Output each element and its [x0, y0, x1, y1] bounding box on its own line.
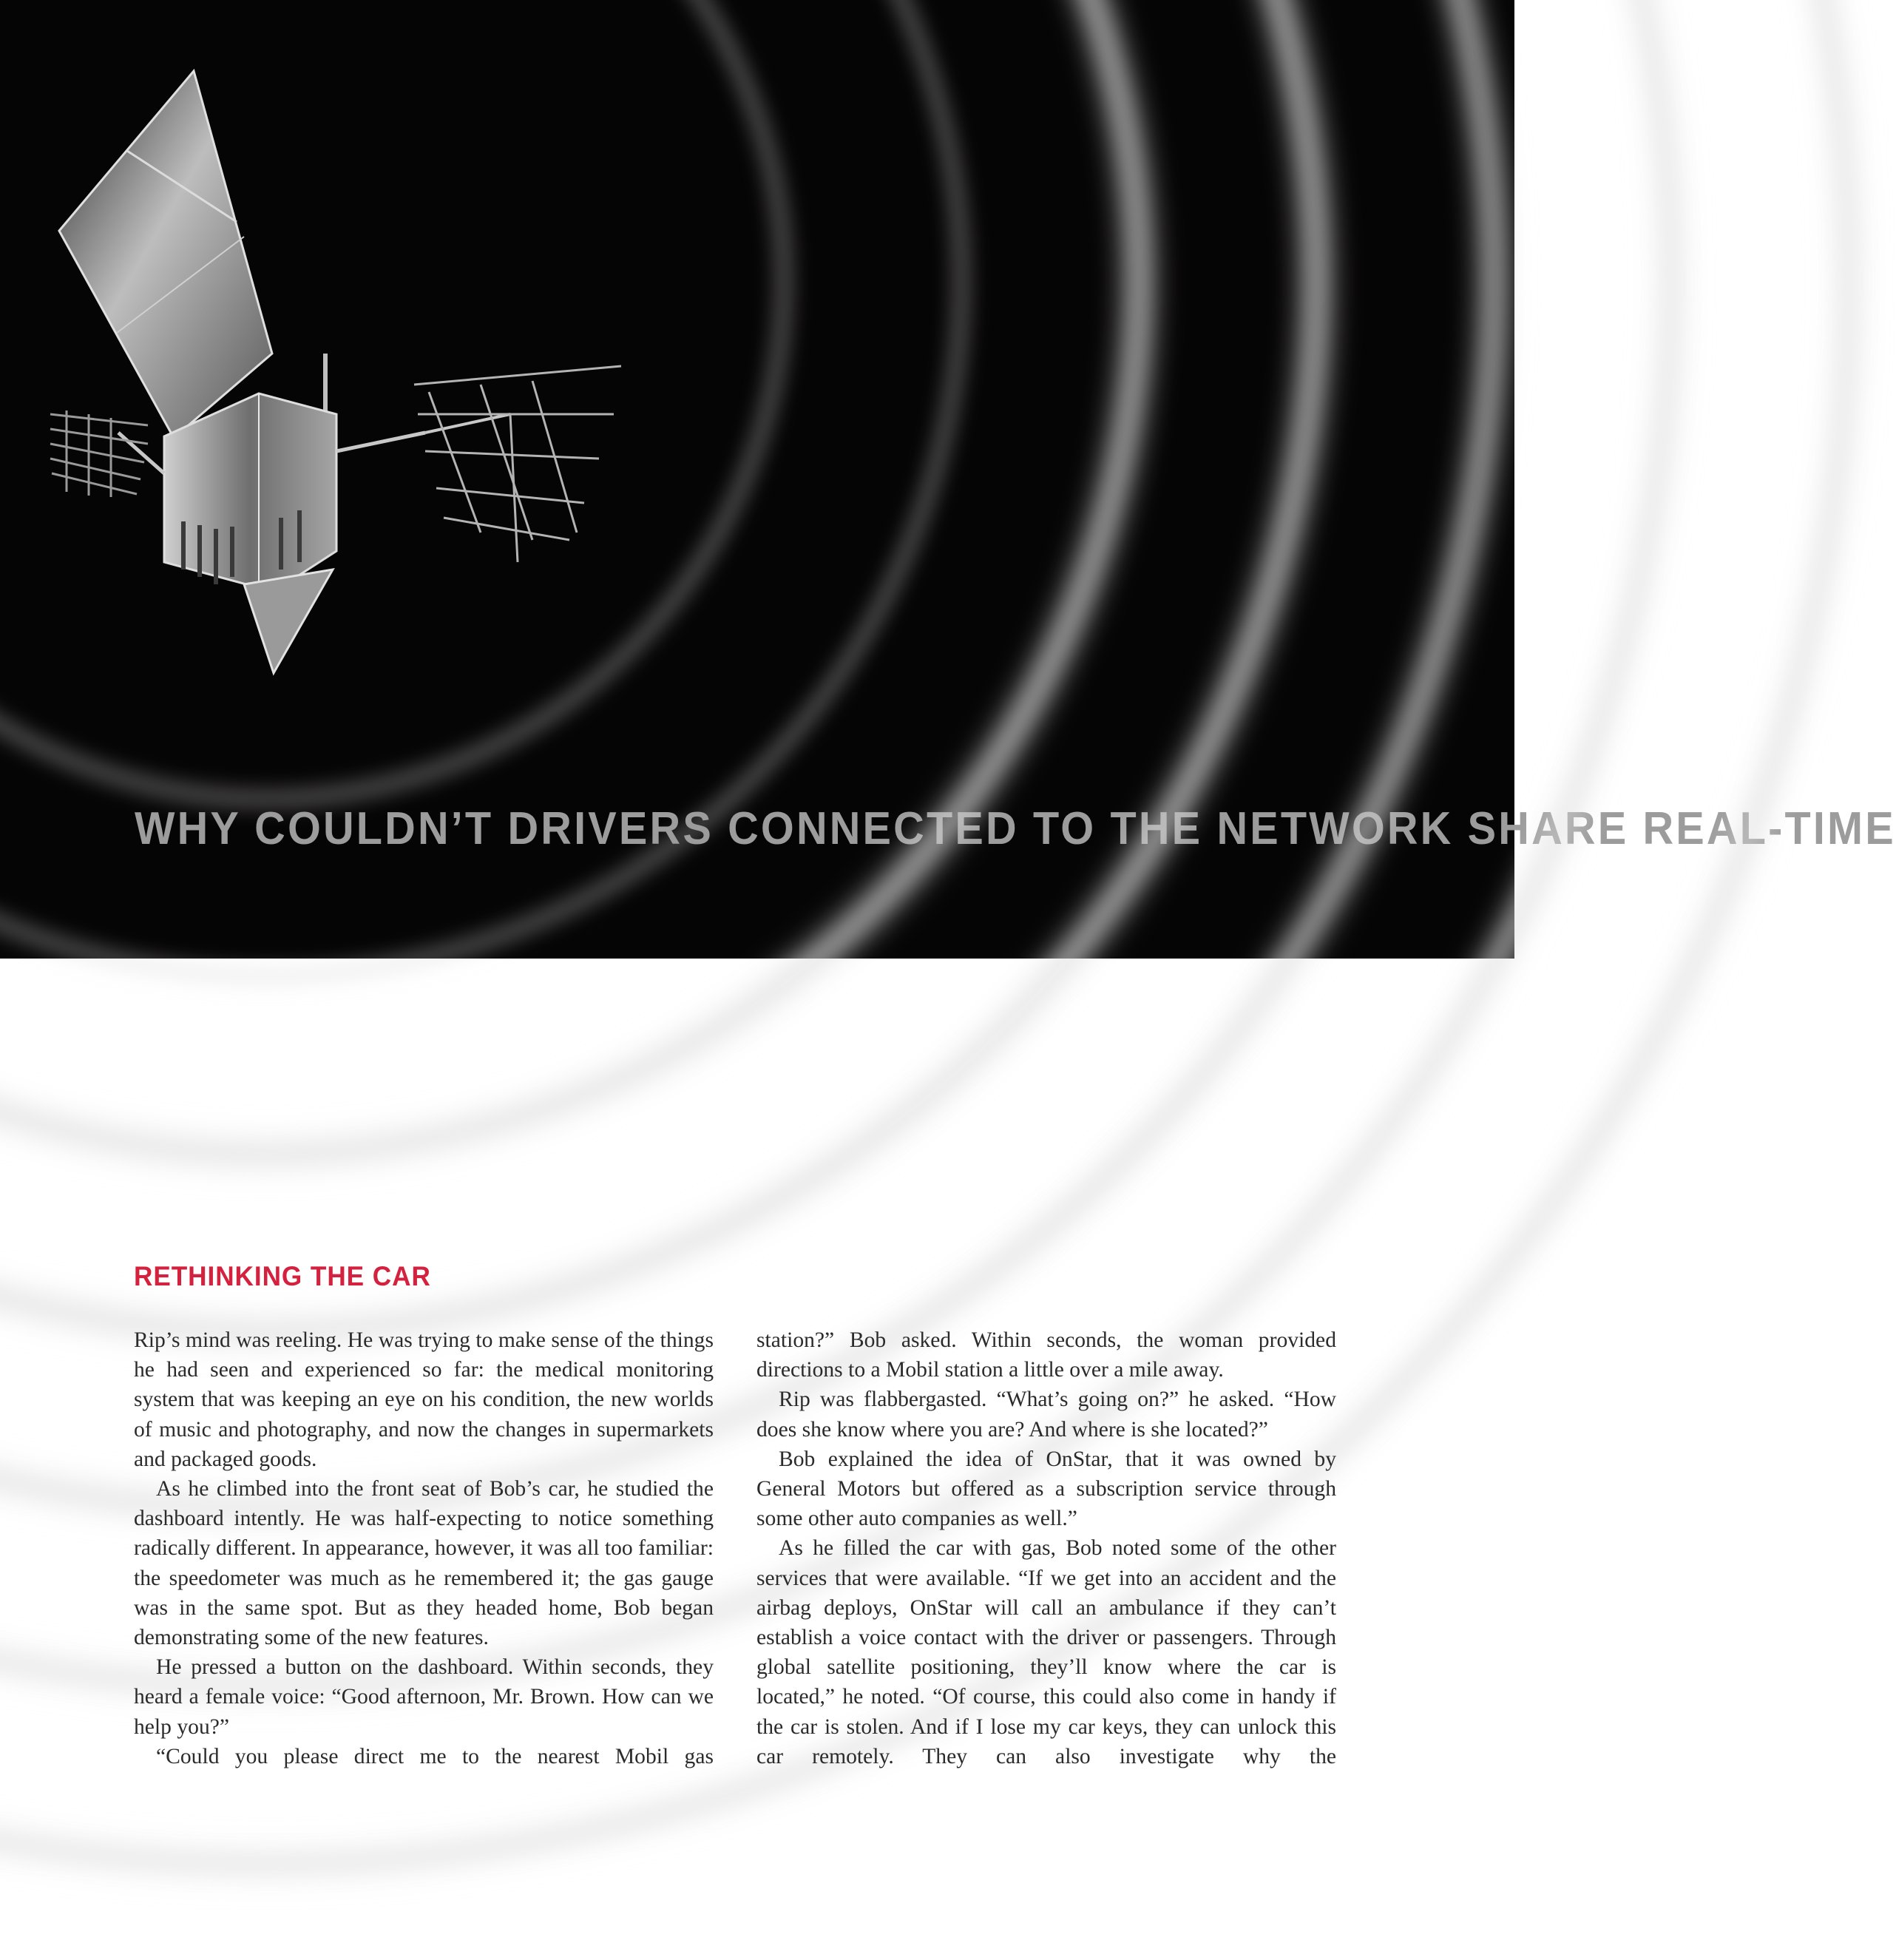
solar-panel — [59, 71, 272, 438]
hero-banner — [0, 0, 1896, 959]
paragraph: Rip was flabbergasted. “What’s going on?” he asked. “How does she know where you are? And where is she located?” — [756, 1388, 1336, 1442]
hero-headline: WHY COULDN’T DRIVERS CONNECTED TO THE NETWORK SHARE REAL-TIME — [135, 803, 1896, 854]
paragraph: As he filled the car with gas, Bob noted some of the other services that were available. “If we get into an accident and the airbag deploys, OnStar will call an ambulance if they can’t establish a voice contact with the driver or passengers. Through global satellite positioning, they’ll know where the car is located,” he noted. “Of course, this could also come in handy if the car is stolen. And if I lose my car keys, they can unlock this car remotely. They can also investigate why the — [756, 1536, 1336, 1768]
section-heading: RETHINKING THE CAR — [134, 1261, 431, 1291]
paragraph: Rip’s mind was reeling. He was trying to make sense of the things he had seen and experienced so far: the medical monitoring system that was keeping an eye on his condition, the new worlds of music and photography, and now the changes in supermarkets and packaged goods. — [134, 1328, 714, 1471]
paragraph: station?” Bob asked. Within seconds, the woman provided directions to a Mobil station a little over a mile away. — [756, 1328, 1336, 1382]
paragraph: As he climbed into the front seat of Bob’s car, he studied the dashboard intently. He was half-expecting to notice something radically different. In appearance, however, it was all too familiar: the speedometer was much as he remembered it; the gas gauge was in the same spot. But as they headed home, Bob began demonstrating some of the new features. — [134, 1477, 714, 1650]
body-column-left — [134, 1325, 714, 1771]
satellite-cone — [244, 570, 333, 673]
paragraph: “Could you please direct me to the nearest Mobil gas — [156, 1744, 714, 1768]
paragraph: Bob explained the idea of OnStar, that it was owned by General Motors but offered as a subscription service through some other auto companies as well.” — [756, 1447, 1336, 1531]
body-column-right — [756, 1325, 1336, 1771]
paragraph: He pressed a button on the dashboard. Within seconds, they heard a female voice: “Good afternoon, Mr. Brown. How can we help you?” — [134, 1655, 714, 1739]
right-antenna-array — [414, 366, 621, 562]
left-antenna-array — [50, 410, 148, 497]
